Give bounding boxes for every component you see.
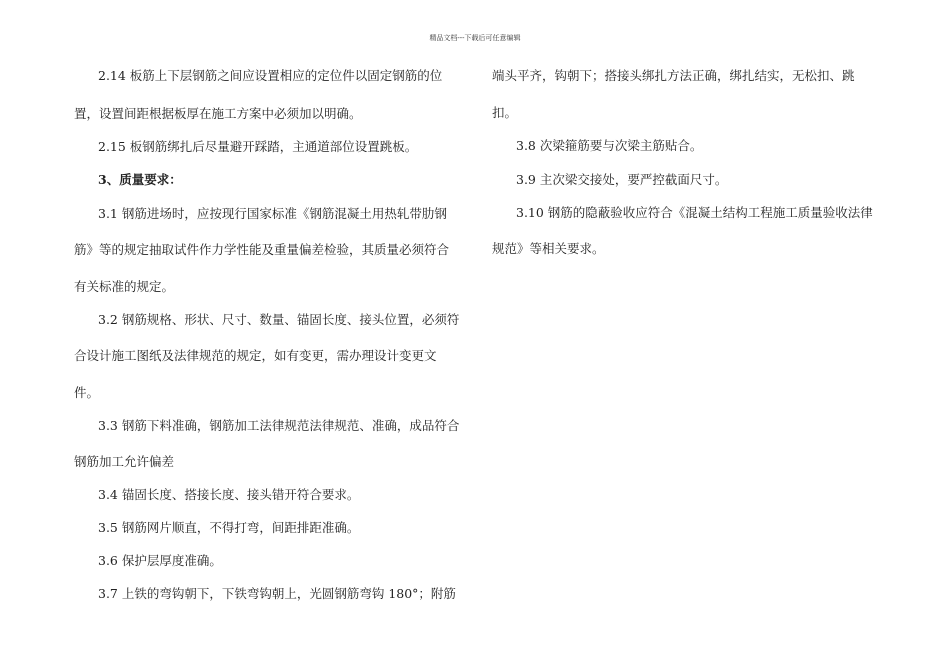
paragraph-line: 置，设置间距根据板厚在施工方案中必须加以明确。 [74, 106, 362, 121]
paragraph-line: 2.14 板筋上下层钢筋之间应设置相应的定位件以固定钢筋的位 [98, 68, 443, 83]
page-header: 精品文档---下载后可任意编辑 [429, 34, 521, 42]
paragraph-line: 3.3 钢筋下料准确，钢筋加工法律规范法律规范、准确，成品符合 [98, 418, 460, 433]
paragraph-line: 3.8 次梁箍筋要与次梁主筋贴合。 [516, 138, 703, 153]
paragraph-line: 端头平齐，钩朝下；搭接头绑扎方法正确，绑扎结实，无松扣、跳 [492, 68, 855, 83]
section-heading: 3、质量要求： [98, 172, 182, 187]
paragraph-line: 3.4 锚固长度、搭接长度、接头错开符合要求。 [98, 487, 360, 502]
paragraph-line: 3.9 主次梁交接处，要严控截面尺寸。 [516, 172, 728, 187]
paragraph-line: 合设计施工图纸及法律规范的规定，如有变更，需办理设计变更文 [74, 348, 437, 363]
paragraph-line: 3.2 钢筋规格、形状、尺寸、数量、锚固长度、接头位置，必须符 [98, 312, 460, 327]
paragraph-line: 规范》等相关要求。 [492, 241, 605, 256]
paragraph-line: 3.6 保护层厚度准确。 [98, 553, 222, 568]
paragraph-line: 筋》等的规定抽取试件作力学性能及重量偏差检验，其质量必须符合 [74, 242, 450, 257]
paragraph-line: 3.10 钢筋的隐蔽验收应符合《混凝土结构工程施工质量验收法律 [516, 205, 873, 220]
paragraph-line: 有关标准的规定。 [74, 279, 175, 294]
paragraph-line: 3.7 上铁的弯钩朝下，下铁弯钩朝上，光圆钢筋弯钩 180°；附筋 [98, 586, 456, 601]
paragraph-line: 扣。 [492, 105, 518, 120]
paragraph-line: 2.15 板钢筋绑扎后尽量避开踩踏，主通道部位设置跳板。 [98, 139, 418, 154]
paragraph-line: 件。 [74, 385, 100, 400]
paragraph-line: 3.1 钢筋进场时，应按现行国家标准《钢筋混凝土用热轧带肋钢 [98, 206, 447, 221]
paragraph-line: 钢筋加工允许偏差 [74, 454, 175, 469]
paragraph-line: 3.5 钢筋网片顺直，不得打弯，间距排距准确。 [98, 520, 360, 535]
